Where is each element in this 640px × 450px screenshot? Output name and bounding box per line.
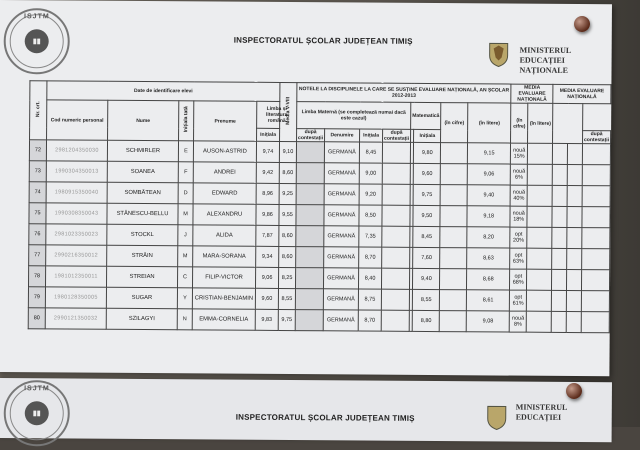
cell-prenume: ALIDA <box>193 225 256 246</box>
cell-empty <box>582 144 610 165</box>
cell-init: M <box>178 246 193 267</box>
inspectorate-title: INSPECTORATUL ȘCOLAR JUDEȚEAN TIMIȘ <box>233 35 413 46</box>
cell-empty <box>382 142 410 163</box>
cell-media: 9,42 <box>256 162 279 183</box>
cell-cnp: 2990216350012 <box>46 245 107 266</box>
cell-ro: 9,25 <box>279 183 296 204</box>
cell-prenume: ANDREI <box>193 162 256 183</box>
cell-prenume: EMMA-CORNELIA <box>192 309 255 330</box>
cell-empty <box>296 226 324 247</box>
cell-prenume: ALEXANDRU <box>193 204 256 225</box>
cell-nume: SUGAR <box>106 287 177 308</box>
cell-empty <box>582 165 610 186</box>
cell-empty <box>582 249 610 270</box>
cell-ro: 8,60 <box>279 162 296 183</box>
cell-media: 9,83 <box>255 309 278 330</box>
cell-nr: 76 <box>29 224 46 245</box>
cell-empty <box>441 143 468 164</box>
cell-lit: opt 20% <box>510 227 527 248</box>
cell-lit: nouă 8% <box>509 311 526 332</box>
cell-prenume: CRISTIAN-BENJAMIN <box>192 288 255 309</box>
cell-lit: opt 61% <box>510 290 527 311</box>
cell-nume: STĂNESCU-BELLU <box>107 203 178 224</box>
cell-nr: 73 <box>29 161 46 182</box>
cell-media: 9,74 <box>256 141 279 162</box>
cell-empty <box>295 268 323 289</box>
cell-init: C <box>177 267 192 288</box>
cell-lmn: 8,75 <box>358 289 381 310</box>
cell-empty <box>553 143 568 164</box>
cell-empty <box>440 227 467 248</box>
isjtm-stamp-2: ISJTM ▮▮ <box>4 380 70 446</box>
table-row <box>28 308 609 333</box>
cell-cif: 9,08 <box>466 311 509 332</box>
cell-empty <box>440 290 467 311</box>
cell-nr: 78 <box>28 266 45 287</box>
pushpin-icon <box>566 383 582 399</box>
cell-init: E <box>178 141 193 162</box>
cell-lm: GERMANĂ <box>324 247 359 268</box>
cell-nr: 80 <box>28 308 45 329</box>
cell-lm: GERMANĂ <box>324 163 359 184</box>
cell-mat: 9,75 <box>414 184 441 205</box>
ministry-logo: MINISTERUL EDUCAȚIEI NAȚIONALE <box>519 45 572 75</box>
cell-lm: GERMANĂ <box>323 310 358 331</box>
cell-prenume: EDWARD <box>193 183 256 204</box>
cell-empty <box>567 185 582 206</box>
cell-empty <box>440 185 467 206</box>
cell-empty <box>382 184 410 205</box>
cell-empty <box>440 164 467 185</box>
cell-cif: 9,06 <box>467 164 510 185</box>
cell-nume: SZILAGYI <box>106 308 177 329</box>
cell-media: 9,06 <box>255 267 278 288</box>
cell-empty <box>528 143 553 164</box>
cell-prenume: MARA-SORANA <box>193 246 256 267</box>
cell-lmn: 8,70 <box>358 310 381 331</box>
cell-empty <box>581 312 609 333</box>
cell-empty <box>552 164 567 185</box>
cell-empty <box>567 269 582 290</box>
cell-mat: 9,60 <box>414 163 441 184</box>
pushpin-icon <box>574 16 590 32</box>
cell-empty <box>527 227 552 248</box>
cell-lit: opt 63% <box>510 248 527 269</box>
cell-mat: 8,55 <box>413 289 440 310</box>
cell-lit: nouă 6% <box>510 164 527 185</box>
cell-empty <box>567 143 582 164</box>
cell-mat: 7,60 <box>413 247 440 268</box>
cell-ro: 8,55 <box>278 288 295 309</box>
cell-empty <box>582 207 610 228</box>
cell-prenume: AUSON-ASTRID <box>193 141 256 162</box>
cell-cnp: 2981204350030 <box>46 140 107 161</box>
cell-init: M <box>178 204 193 225</box>
cell-empty <box>566 290 581 311</box>
cell-empty <box>552 269 567 290</box>
cell-empty <box>296 184 324 205</box>
romania-crest-icon <box>488 41 510 67</box>
cell-media: 9,34 <box>256 246 279 267</box>
cell-lmn: 8,40 <box>358 268 381 289</box>
cell-init: Y <box>177 288 192 309</box>
cell-empty <box>440 269 467 290</box>
cell-empty <box>527 185 552 206</box>
cell-lm: GERMANĂ <box>324 184 359 205</box>
cell-media: 9,86 <box>256 204 279 225</box>
cell-empty <box>567 227 582 248</box>
cell-empty <box>440 206 467 227</box>
cell-lmn: 9,20 <box>359 184 382 205</box>
cell-lmn: 9,00 <box>359 163 382 184</box>
cell-cif: 9,15 <box>468 143 511 164</box>
cell-cif: 9,18 <box>467 206 510 227</box>
book-icon: ▮▮ <box>25 29 49 53</box>
cell-media: 9,60 <box>255 288 278 309</box>
cell-nume: STRĂIN <box>107 245 178 266</box>
cell-empty <box>382 205 410 226</box>
cell-nume: STREIAN <box>106 266 177 287</box>
cell-mat: 9,40 <box>413 268 440 289</box>
inspectorate-title-2: INSPECTORATUL ȘCOLAR JUDEȚEAN TIMIȘ <box>235 412 415 423</box>
cell-media: 8,96 <box>256 183 279 204</box>
cell-lit: nouă 40% <box>510 185 527 206</box>
cell-lm: GERMANĂ <box>323 289 358 310</box>
cell-lit: nouă 18% <box>510 206 527 227</box>
cell-nr: 79 <box>28 287 45 308</box>
cell-mat: 9,50 <box>413 205 440 226</box>
cell-cnp: 1990308350043 <box>46 203 107 224</box>
cell-lmn: 7,35 <box>359 226 382 247</box>
cell-empty <box>567 164 582 185</box>
cell-nume: SCHMIRLER <box>107 140 178 161</box>
cell-lmn: 8,45 <box>359 142 382 163</box>
cell-empty <box>527 269 552 290</box>
cell-empty <box>296 163 324 184</box>
cell-mat: 8,45 <box>413 226 440 247</box>
cell-lm: GERMANĂ <box>324 226 359 247</box>
cell-empty <box>296 142 324 163</box>
cell-lit: opt 68% <box>510 269 527 290</box>
cell-nr: 75 <box>29 203 46 224</box>
cell-empty <box>440 248 467 269</box>
cell-cnp: 2990121350032 <box>45 308 106 329</box>
cell-cif: 8,63 <box>467 248 510 269</box>
cell-nr: 72 <box>29 140 46 161</box>
cell-cif: 8,61 <box>467 290 510 311</box>
cell-empty <box>382 226 410 247</box>
cell-empty <box>382 163 410 184</box>
cell-ro: 8,60 <box>279 225 296 246</box>
cell-lm: GERMANĂ <box>323 268 358 289</box>
cell-lm: GERMANĂ <box>324 142 359 163</box>
cell-cnp: 2981023350023 <box>46 224 107 245</box>
cell-empty <box>552 290 567 311</box>
cell-nr: 74 <box>29 182 46 203</box>
cell-empty <box>381 268 409 289</box>
cell-cif: 8,68 <box>467 269 510 290</box>
cell-mat: 8,80 <box>413 310 440 331</box>
cell-empty <box>582 186 610 207</box>
cell-empty <box>295 289 323 310</box>
cell-lm: GERMANĂ <box>324 205 359 226</box>
ministry-logo-2: MINISTERUL EDUCAȚIEI <box>515 402 568 422</box>
cell-cnp: 1990304350013 <box>46 161 107 182</box>
cell-empty <box>566 311 581 332</box>
cell-empty <box>382 247 410 268</box>
cell-empty <box>296 247 324 268</box>
cell-empty <box>381 289 409 310</box>
cell-nr: 77 <box>29 245 46 266</box>
cell-empty <box>552 206 567 227</box>
cell-init: J <box>178 225 193 246</box>
cell-empty <box>527 290 552 311</box>
cell-ro: 8,60 <box>279 246 296 267</box>
cell-empty <box>295 310 323 331</box>
cell-empty <box>581 291 609 312</box>
cell-lmn: 8,70 <box>359 247 382 268</box>
cell-cif: 9,40 <box>467 185 510 206</box>
cell-cnp: 1981012350011 <box>45 266 106 287</box>
isjtm-stamp: ISJTM ▮▮ <box>3 8 69 74</box>
cell-mat: 9,80 <box>414 142 441 163</box>
cell-ro: 9,55 <box>279 204 296 225</box>
cell-empty <box>567 248 582 269</box>
cell-empty <box>527 206 552 227</box>
cell-empty <box>552 227 567 248</box>
cell-lmn: 8,50 <box>359 205 382 226</box>
cell-cnp: 1980128350005 <box>45 287 106 308</box>
cell-empty <box>552 185 567 206</box>
cell-ro: 9,75 <box>278 309 295 330</box>
cell-cnp: 1980915350040 <box>46 182 107 203</box>
cell-empty <box>527 248 552 269</box>
cell-empty <box>381 310 409 331</box>
cell-empty <box>582 228 610 249</box>
cell-empty <box>527 164 552 185</box>
cell-init: N <box>177 309 192 330</box>
cell-empty <box>567 206 582 227</box>
cell-nume: STOCKL <box>107 224 178 245</box>
cell-empty <box>439 311 466 332</box>
book-icon: ▮▮ <box>25 401 49 425</box>
cell-empty <box>551 311 566 332</box>
cell-ro: 9,10 <box>279 141 296 162</box>
cell-init: D <box>178 183 193 204</box>
cell-empty <box>526 311 551 332</box>
cell-nume: SOMBĂTEAN <box>107 182 178 203</box>
cell-media: 7,87 <box>256 225 279 246</box>
cell-cif: 8,20 <box>467 227 510 248</box>
cell-ro: 8,25 <box>278 267 295 288</box>
cell-empty <box>296 205 324 226</box>
cell-prenume: FILIP-VICTOR <box>192 267 255 288</box>
cell-nume: SOANEA <box>107 161 178 182</box>
cell-empty <box>552 248 567 269</box>
cell-lit: nouă 15% <box>511 143 528 164</box>
next-results-sheet <box>0 378 612 442</box>
cell-empty <box>581 270 609 291</box>
cell-init: F <box>178 162 193 183</box>
results-table: Nr. crt. Date de identificare elevi Media V-VIII NOTELE LA DISCIPLINELE LA CARE SE SUSȚINE EVALUARE NAȚIONALĂ, AN ȘCOLAR 2012-2013 MEDIA EVALUARE NAȚIONALĂ MEDIA EVALUARE NAȚIONALĂ Cod numeric personal Nume Inițiala tată Prenume Limba și literatura română Limba Maternă (se completează numai dacă este cazul) Matematică (în cifre) (în litere) (în cifre) (în litere) Inițiala după contestații Denumire Inițiala după contestații Inițiala după contestații 72 2981204350030 SCHMIRLER E AUSON-ASTRID 9,74 9,10 GERMANĂ 8,45 9,80 9,15 nouă 15% 73 1990304350013 SOANEA F ANDREI 9,42 8,60 GERMANĂ 9,00 9,60 9,06 nouă 6% 74 1980915350040 SOMBĂTEAN D EDWARD 8,96 9,25 GERMANĂ 9,20 9,75 9,40 nouă 40% 75 1990308350043 STĂNESCU-BELLU M ALEXANDRU 9,86 9,55 GERMANĂ 8,50 9,50 9,18 nouă 18% 76 2981023350023 STOCKL J ALIDA 7,87 8,60 GERMANĂ 7,35 8,45 8,20 opt 20% 77 2990216350012 STRĂIN M MARA-SORANA 9,34 8,60 GERMANĂ 8,70 7,60 8,63 opt 63% 78 1981012350011 STREIAN C FILIP-VICTOR 9,06 8,25 GERMANĂ 8,40 9,40 8,68 opt 68% 79 1980128350005 SUGAR Y CRISTIAN-BENJAMIN 9,60 8,55 GERMANĂ 8,75 8,55 8,61 opt 61% 80 2990121350032 SZILAGYI N EMMA-CORNELIA 9,83 9,75 GERMANĂ 8,70 8,80 9,08 nouă 8% <box>28 80 612 333</box>
